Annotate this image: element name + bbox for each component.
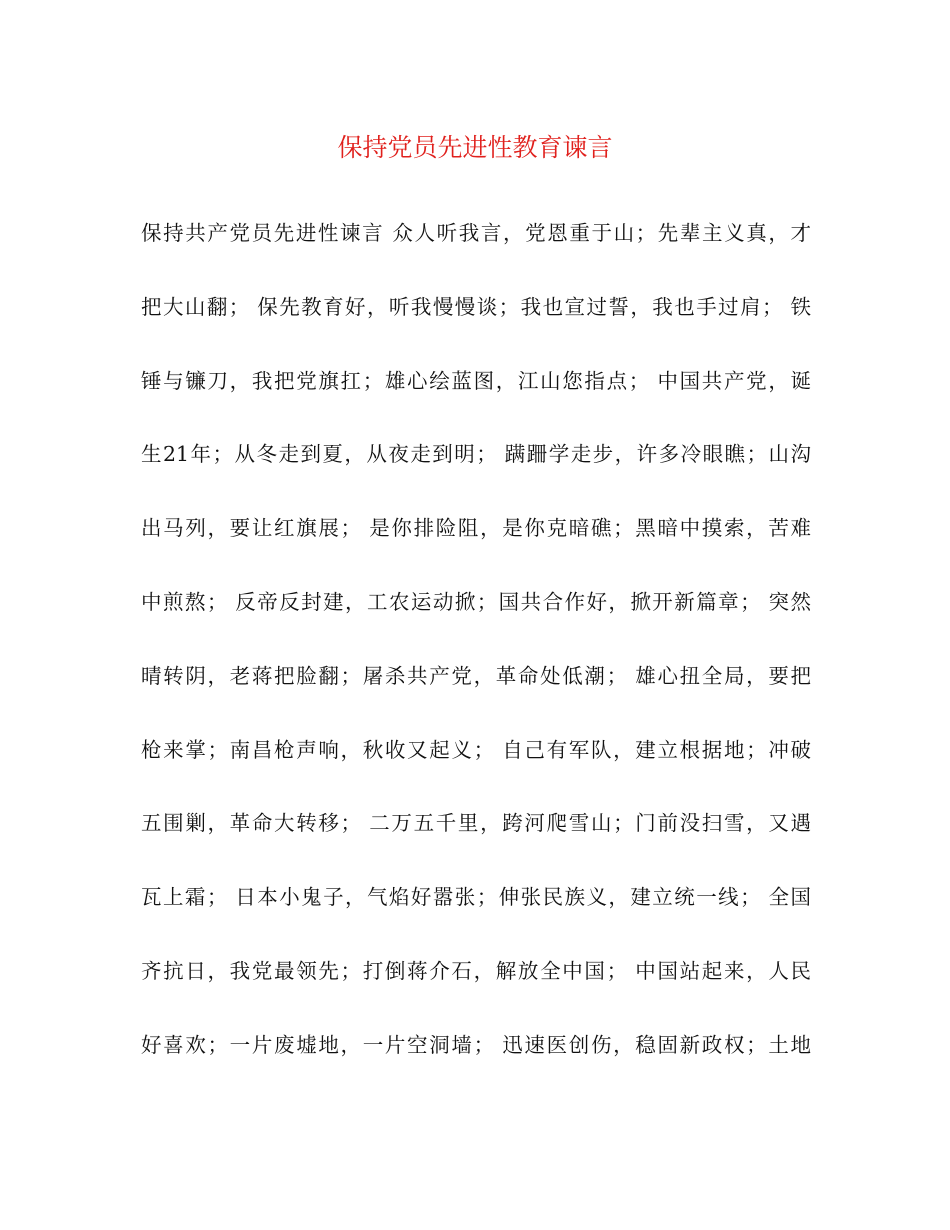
text-line: 齐抗日，我党最领先；打倒蒋介石，解放全中国； 中国站起来，人民 (141, 958, 811, 983)
text-line: 中煎熬； 反帝反封建，工农运动掀；国共合作好，掀开新篇章； 突然 (141, 589, 811, 614)
text-line: 保持共产党员先进性谏言 众人听我言，党恩重于山；先辈主义真，才 (141, 221, 811, 245)
text-line: 五围剿，革命大转移； 二万五千里，跨河爬雪山；门前没扫雪，又遇 (141, 811, 811, 836)
text-line: 瓦上霜； 日本小鬼子，气焰好嚣张；伸张民族义，建立统一线； 全国 (141, 885, 811, 910)
document-title: 保持党员先进性教育谏言 (337, 133, 613, 162)
text-line: 枪来掌；南昌枪声响，秋收又起义； 自己有军队，建立根据地；冲破 (141, 737, 811, 762)
text-line: 锤与镰刀，我把党旗扛；雄心绘蓝图，江山您指点； 中国共产党，诞 (141, 368, 811, 393)
text-line: 生21年；从冬走到夏，从夜走到明； 蹒跚学走步，许多冷眼瞧；山沟 (141, 442, 811, 467)
text-line: 把大山翻； 保先教育好，听我慢慢谈；我也宣过誓，我也手过肩； 铁 (141, 294, 811, 319)
document-body (141, 213, 811, 1099)
text-line: 出马列，要让红旗展； 是你排险阻，是你克暗礁；黑暗中摸索，苦难 (141, 516, 811, 541)
text-line: 好喜欢；一片废墟地，一片空洞墙； 迅速医创伤，稳固新政权；土地 (141, 1032, 811, 1057)
text-line: 晴转阴，老蒋把脸翻；屠杀共产党，革命处低潮； 雄心扭全局，要把 (141, 663, 811, 688)
